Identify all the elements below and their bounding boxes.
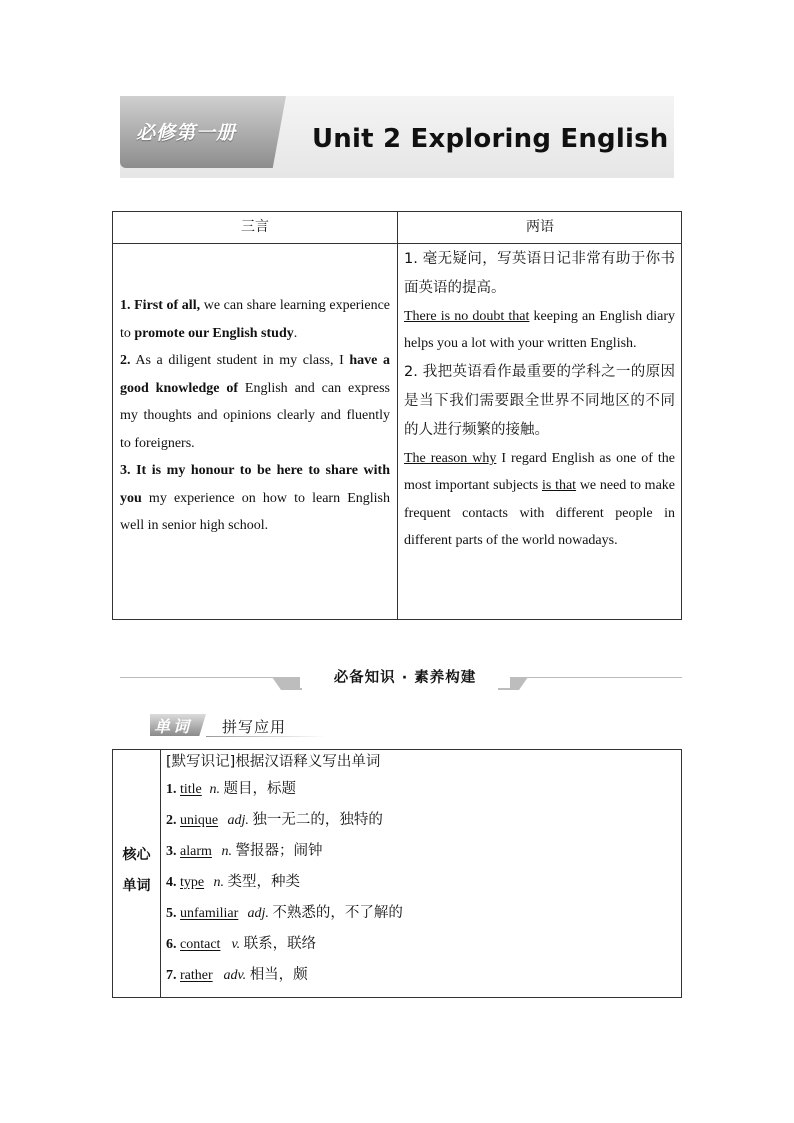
vocab-subtitle-underline <box>206 736 326 737</box>
english-sentence <box>404 445 675 555</box>
phrase-item <box>120 292 390 347</box>
table-divider <box>113 243 681 244</box>
part-of-speech: adj. <box>247 906 269 921</box>
phrase-item <box>120 457 390 540</box>
answer-blank[interactable]: unfamiliar <box>180 906 239 921</box>
vocab-item <box>166 960 676 991</box>
table-divider <box>160 750 161 997</box>
vocab-list <box>166 750 676 991</box>
word-meaning: 类型，种类 <box>227 874 300 890</box>
section-divider <box>120 662 682 692</box>
answer-blank[interactable]: rather <box>180 968 213 983</box>
item-number: 7. <box>166 968 177 983</box>
phrase-bold: promote our English study <box>134 325 294 341</box>
phrase-text: English and can express my thoughts and opinions clearly and fluently to foreigners. <box>120 380 390 451</box>
category-label-line: 核心 <box>122 847 151 863</box>
phrase-bold: 3. It is my honour to be here to share with you <box>120 463 390 506</box>
vocab-item <box>166 774 676 805</box>
part-of-speech: n. <box>213 875 224 890</box>
answer-blank[interactable]: unique <box>180 813 219 828</box>
sentence-text: keeping an English diary helps you a lot with your written English. <box>404 309 675 352</box>
column-header-right: 两语 <box>526 219 554 235</box>
column-header-left: 三言 <box>241 219 269 235</box>
word-meaning: 相当，颇 <box>249 967 308 983</box>
vocab-item <box>166 836 676 867</box>
section-title: 必备知识 · 素养构建 <box>333 670 477 686</box>
item-number: 3. <box>166 844 177 859</box>
item-number: 1. <box>166 782 177 797</box>
item-number: 5. <box>166 906 177 921</box>
vocab-item <box>166 929 676 960</box>
phrase-bold: 2. <box>120 353 131 368</box>
phrase-text: my experience on how to learn English well in senior high school. <box>120 490 390 533</box>
unit-title: Unit 2 Exploring English <box>312 124 669 154</box>
part-of-speech: adv. <box>223 968 247 983</box>
word-meaning: 题目，标题 <box>223 781 296 797</box>
item-number: 4. <box>166 875 177 890</box>
chinese-sentence: 1. 毫无疑问，写英语日记非常有助于你书面英语的提高。 <box>404 251 675 296</box>
vocab-subtitle: 拼写应用 <box>222 718 287 736</box>
phrases-table <box>112 211 682 620</box>
part-of-speech: adj. <box>227 813 249 828</box>
vocab-table <box>112 749 682 998</box>
item-number: 6. <box>166 937 177 952</box>
phrases-left-cell <box>120 292 390 540</box>
divider-ornament-left <box>272 677 302 690</box>
sentence-text: I regard English as one of the most important subjects <box>404 450 675 494</box>
vocab-instruction: [默写识记]根据汉语释义写出单词 <box>166 754 381 770</box>
phrase-bold: 1. First of all, <box>120 298 201 313</box>
answer-blank[interactable]: type <box>180 875 205 890</box>
vocab-item <box>166 898 676 929</box>
table-divider <box>397 212 398 619</box>
vocab-item <box>166 805 676 836</box>
phrase-bold: have a good knowledge of <box>120 353 391 396</box>
word-meaning: 联系，联络 <box>243 936 317 952</box>
sentence-text: we need to make frequent contacts with different people in different parts of the world nowadays. <box>404 478 675 549</box>
part-of-speech: v. <box>231 937 241 952</box>
key-phrase: The reason why <box>404 450 497 466</box>
word-meaning: 独一无二的，独特的 <box>252 812 383 828</box>
phrase-item <box>120 347 390 457</box>
word-meaning: 不熟悉的，不了解的 <box>272 905 403 921</box>
book-tab-label: 必修第一册 <box>136 122 237 144</box>
phrase-text: we can share learning experience to <box>120 298 390 341</box>
answer-blank[interactable]: title <box>180 782 202 797</box>
answer-blank[interactable]: alarm <box>180 844 212 859</box>
phrase-text: . <box>293 325 298 341</box>
category-label-line: 单词 <box>122 878 151 894</box>
vocab-category-label <box>113 840 160 902</box>
item-number: 2. <box>166 813 177 828</box>
part-of-speech: n. <box>221 844 232 859</box>
part-of-speech: n. <box>209 782 220 797</box>
vocab-item <box>166 867 676 898</box>
key-phrase: There is no doubt that <box>404 309 530 324</box>
key-phrase: is that <box>542 478 577 494</box>
phrase-text: As a diligent student in my class, I <box>130 353 350 368</box>
answer-blank[interactable]: contact <box>180 937 221 952</box>
chinese-sentence: 2. 我把英语看作最重要的学科之一的原因是当下我们需要跟全世界不同地区的不同的人进行频繁的接触。 <box>404 363 675 438</box>
word-meaning: 警报器；闹钟 <box>235 843 323 859</box>
english-sentence <box>404 303 675 358</box>
phrases-right-cell <box>404 245 675 554</box>
vocab-badge-label: 单词 <box>154 717 193 736</box>
